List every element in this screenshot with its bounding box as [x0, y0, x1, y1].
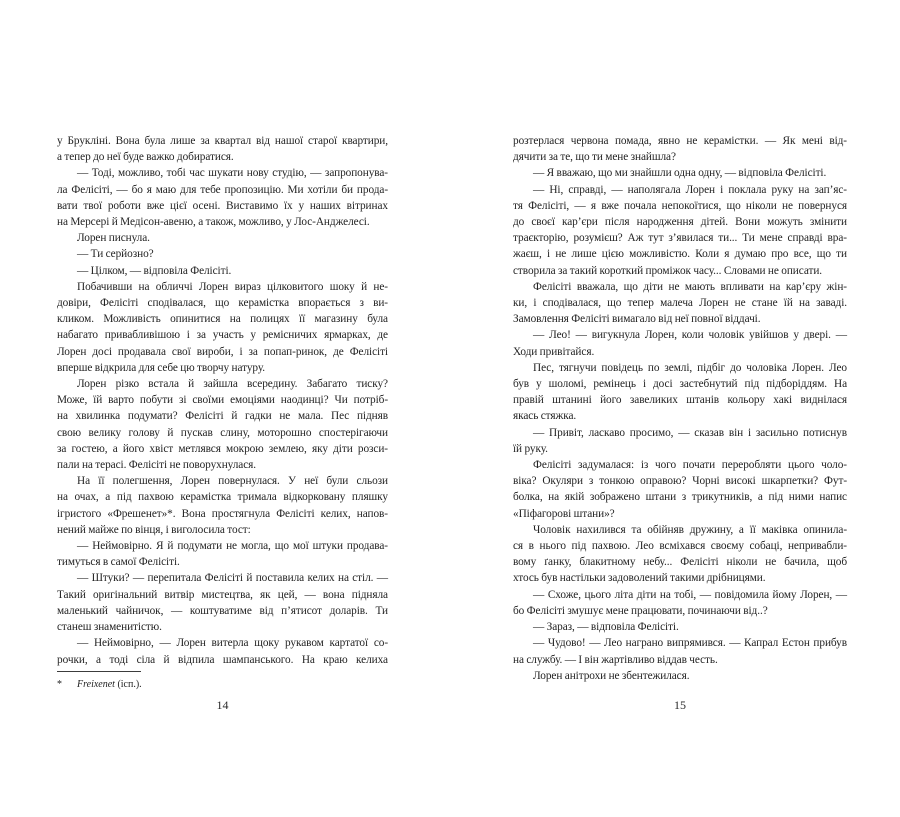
text-line: траєкторію, розумієш? Аж тут з’явилася ти... Ти мене справді вра-	[513, 232, 847, 245]
text-line: хтось був настільки задоволений такими дрібницями.	[513, 572, 766, 585]
text-line: Може, їй варто побути зі своїми емоціями наодинці? Чи потріб-	[57, 394, 388, 407]
text-line: — Схоже, цього літа діти на тобі, — повідомила йому Лорен, —	[533, 588, 847, 601]
text-line: Замовлення Фелісіті вимагало від неї повної віддачі.	[513, 313, 761, 326]
text-line: Фелісіті задумалася: із чого почати переробляти цього чоло-	[533, 459, 847, 472]
footnote-rest: (ісп.).	[114, 678, 142, 690]
text-line: у Брукліні. Вона була лише за квартал від нашої старої квартири,	[57, 135, 388, 147]
text-line: був у шоломі, ремінець і досі застебнутий під підборіддям. На	[513, 378, 847, 391]
text-line: — Привіт, ласкаво просимо, — сказав він і засильно потиснув	[533, 426, 847, 439]
text-line: маленький чайничок, — коштуватиме від п’ятисот доларів. Ти	[57, 604, 388, 617]
text-line: віка? Окуляри з тонкою оправою? Чорні високі шкарпетки? Фут-	[513, 475, 847, 488]
text-line: — Цілком, — відповіла Фелісіті.	[77, 264, 232, 277]
text-line: кликом. Можливість опинитися на полицях її магазину була	[57, 313, 388, 326]
text-line: рочки, а тоді сіла й відпила шампанського. На краю келиха	[57, 653, 388, 666]
page-left-text-column	[57, 133, 388, 691]
text-line: а тепер до неї буде важко добиратися.	[57, 151, 234, 164]
text-line: — Лео! — вигукнула Лорен, коли чоловік увійшов у двері. —	[533, 329, 847, 342]
text-line: — Зараз, — відповіла Фелісіті.	[533, 621, 679, 634]
text-line: ігристого «Фрешенет»*. Вона простягнула Фелісіті келих, напов-	[57, 507, 388, 520]
text-line: вому ґанку, блакитному небу... Фелісіті ніколи не бачила, щоб	[513, 556, 847, 569]
text-line: станеш знаменитістю.	[57, 621, 162, 634]
text-line: Фелісіті вважала, що діти не мають впливати на кар’єру жін-	[533, 280, 847, 293]
text-line: їй руку.	[513, 442, 548, 455]
text-line: вперше відкрила для себе цю творчу натуру.	[57, 361, 266, 374]
text-line: довіри, Фелісіті сподівалася, що керамістка впорається з ви-	[57, 297, 388, 310]
text-line: тя Фелісіті, — я вже почала непокоїтися, що ніколи не повернуся	[513, 199, 847, 212]
text-line: до своєї кар’єри після народження дітей. Вони можуть змінити	[513, 216, 847, 229]
footnote-term: Freixenet	[77, 678, 115, 690]
text-line: Такий оригінальний витвір мистецтва, як цей, — вона підняла	[57, 588, 388, 601]
text-line: пали на терасі. Фелісіті не поворухнулася.	[57, 459, 257, 472]
text-line: ки, і сподівалася, що тепер малеча Лорен не стане їй на заваді.	[513, 297, 847, 310]
text-line: — Неймовірно. Я й подумати не могла, що мої штуки продава-	[77, 540, 388, 553]
text-line: розтерлася червона помада, явно не керамістки. — Як мені від-	[513, 135, 847, 147]
text-line: бо Фелісіті змушує мене працювати, починаючи від..?	[513, 604, 768, 617]
text-line: — Неймовірно, — Лорен витерла щоку рукавом картатої со-	[77, 637, 388, 650]
text-line: болка, на якій зображено штани з трикутників, а під ними напис	[513, 491, 847, 504]
page-left-lines	[57, 133, 388, 668]
page-number-right: 15	[674, 698, 686, 712]
page-right-text-column	[513, 133, 847, 684]
text-line: на службу. — І він жартівливо віддав честь.	[513, 653, 718, 666]
text-line: Чоловік нахилився та обійняв дружину, а її маківка опинила-	[533, 523, 847, 536]
page-number-left: 14	[216, 698, 229, 712]
text-line: набагато привабливішою і за участь у ремісничих ярмарках, де	[57, 329, 388, 342]
footnote-text	[57, 678, 388, 691]
text-line: — Я вважаю, що ми знайшли одна одну, — відповіла Фелісіті.	[533, 167, 827, 180]
footnote-marker: *	[57, 678, 62, 690]
text-line: Ходи привітайся.	[513, 345, 595, 358]
text-line: на хвилинка подумати? Фелісіті й гадки не мала. Пес підняв	[57, 410, 388, 423]
footnote-rule	[57, 671, 141, 672]
text-line: На її полегшення, Лорен повернулася. У неї були сльози	[77, 475, 388, 488]
text-line: Лорен писнула.	[77, 232, 150, 245]
text-line: тимуться в самої Фелісіті.	[57, 556, 180, 569]
text-line: за гостею, а його хвіст метлявся мокрою землею, яку діти розси-	[57, 442, 388, 455]
text-line: на очах, а під пахвою керамістка тримала відкорковану пляшку	[57, 491, 388, 504]
text-line: ся в нього під пахвою. Лео всміхався своєму собаці, непривабли-	[513, 540, 847, 553]
text-line: «Піфагорові штани»?	[513, 507, 615, 520]
text-line: Пес, тягнучи повідець по землі, підбіг до чоловіка Лорен. Лео	[533, 361, 847, 374]
footnote	[57, 671, 388, 691]
page-right-lines	[513, 133, 847, 684]
text-line: правій штанині його завеликих штанів кольору хакі виднілася	[513, 394, 847, 407]
text-line: — Чудово! — Лео награно випрямився. — Капрал Естон прибув	[533, 637, 847, 650]
text-line: жаєш, і не лише цією можливістю. Коли я думаю про все, що ти	[513, 248, 847, 261]
text-line: — Ні, справді, — наполягала Лорен і поклала руку на зап’яс-	[533, 183, 847, 196]
text-line: ла Фелісіті, — бо я маю для тебе пропозицію. Ми хотіли би прода-	[57, 183, 388, 196]
text-line: створила за такий короткий проміжок часу... Словами не описати.	[513, 264, 823, 277]
text-line: на Мерсері й Медісон-авеню, а також, можливо, у Лос-Анджелесі.	[57, 216, 370, 229]
text-line: — Тоді, можливо, тобі час шукати нову студію, — запропонува-	[77, 167, 388, 180]
text-line: Лорен анітрохи не збентежилася.	[533, 669, 690, 682]
text-line: — Штуки? — перепитала Фелісіті й поставила келих на стіл. —	[77, 572, 388, 585]
text-line: свою велику голову й пускав слину, моторошно спостерігаючи	[57, 426, 388, 439]
text-line: дячити за те, що ти мене знайшла?	[513, 151, 676, 164]
text-line: — Ти серйозно?	[77, 248, 154, 261]
text-line: нений майже по вінця, і виголосила тост:	[57, 523, 251, 536]
text-line: вати твої роботи вже цієї осені. Виставимо їх у наших вітринах	[57, 199, 388, 212]
text-line: Побачивши на обличчі Лорен вираз цілковитого шоку й не-	[77, 280, 388, 293]
text-line: Лорен досі продавала свої вироби, і за попап-ринок, де Фелісіті	[57, 345, 388, 358]
text-line: Лорен різко встала й зайшла всередину. Забагато тиску?	[77, 378, 388, 391]
text-line: якась стяжка.	[513, 410, 577, 423]
